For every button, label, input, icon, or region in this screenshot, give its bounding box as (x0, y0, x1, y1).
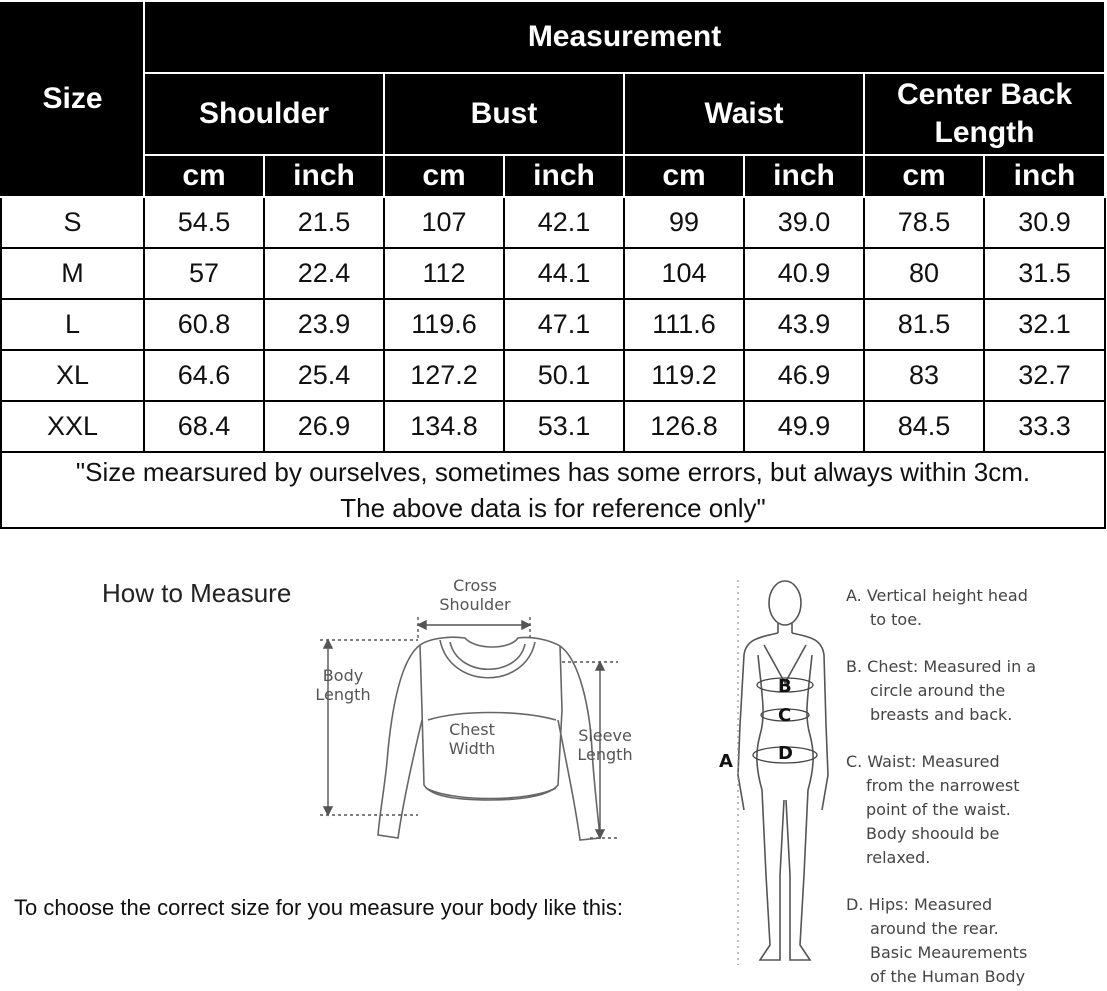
group-center-back-length-label: Center Back Length (896, 78, 1073, 149)
garment-diagram (300, 570, 660, 860)
table-row (1, 299, 1105, 350)
measurement-cell: 112 (384, 248, 504, 299)
sleeve-length-label (568, 726, 642, 764)
legend-c-line: relaxed. (866, 848, 931, 867)
legend-b-line: circle around the (870, 681, 1006, 700)
unit-header: inch (744, 155, 864, 197)
measurement-cell: 49.9 (744, 401, 864, 452)
measurement-cell: 26.9 (264, 401, 384, 452)
size-note-line1: "Size mearsured by ourselves, sometimes has some errors, but always within 3cm. (75, 457, 1031, 487)
measurement-cell: 111.6 (624, 299, 744, 350)
legend-a-line: to toe. (870, 610, 923, 629)
measurement-cell: 42.1 (504, 197, 624, 248)
legend-c (846, 750, 1106, 870)
legend-c-line: C. Waist: Measured (846, 752, 1000, 771)
unit-header: inch (984, 155, 1105, 197)
measurement-cell: 46.9 (744, 350, 864, 401)
legend-b-line: breasts and back. (870, 705, 1013, 724)
measurement-cell: 50.1 (504, 350, 624, 401)
figure-letter-b: B (778, 676, 792, 697)
size-note (1, 452, 1105, 528)
unit-header: cm (144, 155, 264, 197)
measurement-cell: 32.1 (984, 299, 1105, 350)
unit-header: cm (864, 155, 984, 197)
measurement-cell: 57 (144, 248, 264, 299)
measurement-cell: 25.4 (264, 350, 384, 401)
size-header: Size (1, 1, 144, 197)
measurement-cell: 21.5 (264, 197, 384, 248)
legend-d-line: around the rear. (870, 919, 999, 938)
measurement-cell: 81.5 (864, 299, 984, 350)
size-cell: XXL (1, 401, 144, 452)
figure-letter-d: D (778, 743, 793, 764)
measurement-cell: 60.8 (144, 299, 264, 350)
legend-b (846, 655, 1106, 727)
size-note-line2: The above data is for reference only" (340, 493, 766, 523)
legend-d-line: D. Hips: Measured (846, 895, 993, 914)
measurement-cell: 107 (384, 197, 504, 248)
legend-d-line: Basic Meaurements (870, 943, 1028, 962)
measurement-cell: 99 (624, 197, 744, 248)
unit-header: cm (384, 155, 504, 197)
body-figure (710, 575, 840, 980)
body-length-label (304, 666, 382, 704)
measurement-header: Measurement (144, 1, 1105, 73)
cross-shoulder-label (420, 576, 530, 614)
size-cell: XL (1, 350, 144, 401)
figure-letter-c: C (778, 705, 792, 726)
table-row (1, 197, 1105, 248)
table-row (1, 248, 1105, 299)
measurement-cell: 84.5 (864, 401, 984, 452)
group-waist: Waist (624, 73, 864, 155)
size-cell: L (1, 299, 144, 350)
how-to-measure-title: How to Measure (102, 578, 292, 608)
legend-c-line: point of the waist. (866, 800, 1011, 819)
group-center-back-length (864, 73, 1105, 155)
unit-header: inch (504, 155, 624, 197)
measurement-cell: 68.4 (144, 401, 264, 452)
unit-header: inch (264, 155, 384, 197)
sleeve-length-text: Sleeve Length (577, 726, 633, 764)
legend-c-line: from the narrowest (866, 776, 1020, 795)
body-length-text: Body Length (315, 666, 371, 704)
measurement-cell: 44.1 (504, 248, 624, 299)
measurement-cell: 30.9 (984, 197, 1105, 248)
group-bust: Bust (384, 73, 624, 155)
legend-d (846, 893, 1106, 989)
measurement-cell: 23.9 (264, 299, 384, 350)
measurement-cell: 47.1 (504, 299, 624, 350)
measurement-cell: 134.8 (384, 401, 504, 452)
legend-a-line: A. Vertical height head (846, 586, 1028, 605)
measurement-cell: 53.1 (504, 401, 624, 452)
measure-instruction: To choose the correct size for you measure your body like this: (14, 895, 623, 920)
measurement-cell: 80 (864, 248, 984, 299)
measurement-cell: 54.5 (144, 197, 264, 248)
measurement-cell: 83 (864, 350, 984, 401)
legend-c-line: Body shoould be (866, 824, 1000, 843)
legend-b-line: B. Chest: Measured in a (846, 657, 1037, 676)
human-body-illustration (710, 575, 840, 980)
measurement-cell: 126.8 (624, 401, 744, 452)
figure-letter-a: A (719, 751, 733, 772)
measurement-cell: 32.7 (984, 350, 1105, 401)
legend-a (846, 584, 1106, 632)
legend-d-line: of the Human Body (870, 967, 1026, 986)
measurement-cell: 119.2 (624, 350, 744, 401)
cross-shoulder-text: Cross Shoulder (439, 576, 511, 614)
measurement-cell: 43.9 (744, 299, 864, 350)
size-cell: S (1, 197, 144, 248)
measurement-cell: 64.6 (144, 350, 264, 401)
measurement-cell: 78.5 (864, 197, 984, 248)
table-row (1, 350, 1105, 401)
unit-header: cm (624, 155, 744, 197)
measurement-cell: 31.5 (984, 248, 1105, 299)
measurement-cell: 39.0 (744, 197, 864, 248)
size-cell: M (1, 248, 144, 299)
measurement-cell: 127.2 (384, 350, 504, 401)
group-shoulder: Shoulder (144, 73, 384, 155)
measurement-cell: 22.4 (264, 248, 384, 299)
chest-width-label (440, 720, 504, 758)
measurement-cell: 119.6 (384, 299, 504, 350)
table-row (1, 401, 1105, 452)
chest-width-text: Chest Width (448, 720, 496, 758)
measurement-cell: 104 (624, 248, 744, 299)
measurement-cell: 33.3 (984, 401, 1105, 452)
measurement-cell: 40.9 (744, 248, 864, 299)
